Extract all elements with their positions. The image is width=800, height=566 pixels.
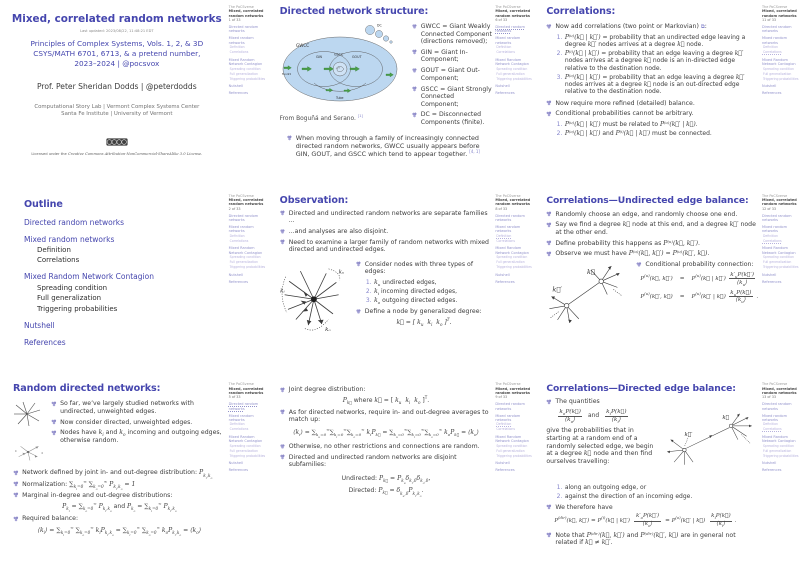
diagram-label: k⃗′ [552,285,563,294]
diagram-label: Tube [335,96,344,100]
sidebar-nav-mixed-random-network-contagion[interactable]: Mixed Random Network Contagion [228,57,263,66]
sidebar-nav-nutshell[interactable]: Nutshell [228,272,244,277]
sidebar-nav-mixed-random-networks[interactable]: Mixed random networks [495,413,521,422]
sidebar-nav-correlations[interactable]: Correlations [229,238,249,243]
sidebar-nav-correlations[interactable]: Correlations [762,50,782,55]
slide-heading: Random directed networks: [13,383,161,395]
sidebar-nav-mixed-random-network-contagion[interactable]: Mixed Random Network Contagion [761,57,796,66]
definition-gout: GOUT = Giant Out-Component; [420,67,480,82]
list-number: 3. [556,73,563,81]
affiliation-line-1: Computational Story Lab | Vermont Complex Systems Center [34,103,200,110]
pocs-flower-icon [546,399,552,405]
pocs-flower-icon [287,135,293,141]
sidebar-page-number: 13 of 33 [761,395,777,400]
bullet-text: Conditional probability connection: [645,261,754,269]
sidebar-nav-mixed-random-networks[interactable]: Mixed random networks [228,413,254,422]
pocs-flower-icon [412,24,418,30]
bullet-text: Now consider directed, unweighted edges. [60,418,193,426]
pocs-flower-icon [280,454,286,460]
sidebar-page-number: 1 of 33 [228,18,241,22]
sidebar-nav-correlations[interactable]: Correlations [496,50,515,55]
pocs-flower-icon [546,532,552,538]
undirected-star-diagram [13,401,43,428]
directed-star-diagram [13,441,45,463]
sidebar-deck-title: Mixed, correlated random networks [495,9,531,18]
sidebar-nav-nutshell[interactable]: Nutshell [495,272,510,277]
bullet-text: Now add correlations (two point or Markovian) ⧉: [555,23,707,30]
pocs-flower-icon [51,419,57,425]
sidebar-brand: The PoCSverse [228,5,254,9]
list-item-text: against the direction of an incoming edge. [564,493,693,501]
pocs-flower-icon [636,262,642,268]
sidebar-nav [762,402,799,473]
pocs-flower-icon [356,261,362,267]
list-number: 1. [556,33,563,41]
sidebar-nav-spreading-condition[interactable]: Spreading condition [762,255,794,260]
pocs-flower-icon [280,210,286,216]
sidebar-nav-triggering-probabilities[interactable]: Triggering probabilities [762,453,799,458]
sidebar-page-number: 2 of 33 [228,206,241,211]
sidebar-nav [229,402,266,473]
pocs-flower-icon [356,309,362,315]
sidebar-nav-full-generalization[interactable]: Full generalization [762,448,792,453]
sidebar-nav-triggering-probabilities[interactable]: Triggering probabilities [762,265,799,270]
bullet-text: Say we find a degree k⃗ node at this end, and a degree k⃗′ node at the other end. [555,221,756,236]
sidebar-nav-correlations[interactable]: Correlations [496,238,515,243]
list-number: 2. [556,493,563,501]
sidebar-page-number: 5 of 33 [228,395,241,400]
bowtie-network-diagram [280,21,404,107]
sidebar-nav-definition[interactable]: Definition [496,233,512,238]
pocs-flower-icon [546,251,552,257]
sidebar-brand: The PoCSverse [495,382,521,387]
sidebar-deck-title: Mixed, correlated random networks [495,197,531,207]
pocs-flower-icon [280,444,286,450]
slide-sidebar [229,194,266,284]
sidebar-deck-title: Mixed, correlated random networks [761,9,797,18]
sidebar-nav-mixed-random-networks[interactable]: Mixed random networks [761,36,787,45]
bullet-text: So far, we’ve largely studied networks with undirected, unweighted edges. [60,400,194,415]
sidebar-nav-spreading-condition[interactable]: Spreading condition [229,255,261,260]
sidebar-page-number: 6 of 33 [495,18,508,22]
sidebar-nav-triggering-probabilities[interactable]: Triggering probabilities [762,76,799,81]
sidebar-nav-directed-random-networks[interactable]: Directed random networks [495,402,525,411]
sidebar-nav-directed-random-networks[interactable]: Directed random networks [761,24,792,34]
bullet-text: Conditional probabilities cannot be arbitrary. [555,110,694,118]
outline-item-mixed-random-network-contagion[interactable]: Mixed Random Network Contagion [24,272,154,282]
sidebar-nav-definition[interactable]: Definition [496,45,512,50]
list-number: 1. [556,121,563,129]
sidebar-nav-definition[interactable]: Definition [229,233,245,238]
sidebar-deck-title: Mixed, correlated random networks [495,386,531,395]
sidebar-nav-directed-random-networks[interactable]: Directed random networks [228,24,259,34]
sidebar-nav-full-generalization[interactable]: Full generalization [496,260,525,265]
bullet-text: Nodes have $k_i$ and $k_o$ incoming and outgoing edges, otherwise random. [60,429,222,444]
outline-item-references[interactable]: References [24,337,66,347]
diagram-label: k⃗′ [684,432,693,439]
slide-sidebar [229,382,266,472]
diagram-label: k⃗ [587,268,596,277]
sidebar-nav-mixed-random-networks[interactable]: Mixed random networks [495,224,521,234]
pocs-flower-icon [546,222,552,228]
sidebar-nav-references[interactable]: References [228,91,249,96]
pocs-flower-icon [51,401,57,407]
pocs-flower-icon [546,211,552,217]
list-item-text: P⁽ᵘ⁾(k⃗ | k⃗′) = probability that an undirected edge leaving a degree k⃗′ nodes arrives at a degree k⃗ node. [564,33,746,49]
list-item-text: $k_i$ incoming directed edges, [374,288,458,297]
figure-caption: From Boguñá and Serano. [1] [279,114,363,122]
course-line-1: Principles of Complex Systems, Vols. 1, 2, & 3D [30,39,204,48]
generalized-degree-formula: k⃗ = [ $k_u$ $k_i$ $k_o$ ]$^T$. [396,317,452,328]
slide-correlations [533,0,800,189]
sidebar-nav-definition[interactable]: Definition [496,422,512,427]
diagram-label: kᵤ [338,269,344,276]
sidebar-nav-triggering-probabilities[interactable]: Triggering probabilities [229,453,266,458]
sidebar-nav-directed-random-networks[interactable]: Directed random networks [495,213,525,222]
pocs-flower-icon [280,409,286,415]
undirected-subfamily-formula: Undirected: $P_{k⃗} = P_{k_u}\delta_{k_i,0}\delta_{k_o,0}$, [341,474,431,485]
closing-note: When moving through a family of increasingly connected directed random networks, GWCC usually appears before GIN, GOUT, and GSCC which tend to appear together. [4, 1] [295,133,480,159]
sidebar-nav-nutshell[interactable]: Nutshell [228,461,244,466]
sidebar-nav-mixed-random-network-contagion[interactable]: Mixed Random Network Contagion [761,246,796,255]
definition-gin: GIN = Giant In-Component; [420,48,468,64]
course-info [8,39,226,69]
sidebar-nav-directed-random-networks[interactable]: Directed random networks [228,402,259,411]
sidebar-brand: The PoCSverse [495,5,521,9]
sidebar-nav-directed-random-networks[interactable]: Directed random networks [495,24,525,34]
pocs-flower-icon [51,430,57,436]
sidebar-nav-references[interactable]: References [761,91,782,96]
sidebar-nav-references[interactable]: References [228,468,249,473]
sidebar-nav-references[interactable]: References [228,279,249,284]
slide-title-page [0,0,267,189]
slide-sidebar [229,5,266,95]
diagram-label: kᵢ [279,288,285,295]
sidebar-brand: The PoCSverse [761,5,788,9]
marginal-distributions-formula: $P_{k_i} = \sum_{k_o=0}^\infty$ $P_{k_i,k_o}$ and $P_{k_o} = \sum_{k_i=0}^\infty$ $P_{k_i,k_o}$ [62,500,177,513]
sidebar-nav-mixed-random-network-contagion[interactable]: Mixed Random Network Contagion [228,434,263,444]
slide-outline [0,189,267,378]
sidebar-nav-spreading-condition[interactable]: Spreading condition [496,255,528,260]
sidebar-nav-triggering-probabilities[interactable]: Triggering probabilities [229,76,266,81]
bullet-text: Now require more refined (detailed) balance. [555,99,695,107]
bullet-text: Directed and undirected random networks are disjoint subfamilies: [288,453,457,469]
sidebar-nav-references[interactable]: References [495,91,515,96]
slide-sidebar [762,5,799,95]
pocs-flower-icon [13,492,19,498]
sidebar-nav-references[interactable]: References [761,468,782,473]
pocs-flower-icon [280,239,286,245]
bullet-text: Otherwise, no other restrictions and connections are random. [288,443,480,450]
license-text: Licensed under the Creative Commons Attribution-NonCommercial-ShareAlike 3.0 License. [31,151,203,156]
sidebar-nav-nutshell[interactable]: Nutshell [495,84,510,89]
sidebar-nav-full-generalization[interactable]: Full generalization [496,448,525,453]
sidebar-nav-mixed-random-networks[interactable]: Mixed random networks [761,413,787,422]
course-line-2: CSYS/MATH 6701, 6713, & a pretend number, [33,48,201,58]
sidebar-brand: The PoCSverse [761,193,788,198]
sidebar-nav-full-generalization[interactable]: Full generalization [229,260,258,265]
definition-gscc: GSCC = Giant Strongly Connected Component; [420,85,492,108]
required-balance-formula: $⟨k_i⟩ = \sum_{k_i=0}^\infty$ $\sum_{k_o=0}^\infty$ $k_iP_{k_i,k_o} = \sum_{k_i=0}^\infty$ $\sum_{k_o=0}^\infty$ $k_oP_{k_i,k_o}$ = $⟨k_o⟩$ [37,524,202,537]
sidebar-nav-correlations[interactable]: Correlations [496,427,515,432]
sidebar-nav-references[interactable]: References [495,279,515,284]
bullet-text: Marginal in-degree and out-degree distributions: [22,491,173,499]
sidebar-deck-title: Mixed, correlated random networks [228,386,264,395]
list-item-text: along an outgoing edge, or [564,484,647,492]
directed-subfamily-formula: Directed: $P_{k⃗} = \delta_{k_u,0}P_{k_i,k_o}$. [348,487,424,498]
sidebar-nav-mixed-random-networks[interactable]: Mixed random networks [495,36,521,45]
outline-item-definition[interactable]: Definition [37,246,71,255]
citation-link[interactable]: [1] [357,114,363,118]
diagram-label: GOUT [351,55,362,59]
directed-balance-equation: $P^{(dir)}(k⃗$, k⃗′) = $P^{(i)}(k⃗$ | k⃗′) $\frac{k'_oP(k⃗')}{⟨k_o⟩}$ = $P^{(o)}(k⃗'$ | k⃗) $\frac{k_iP(k⃗)}{⟨k_i⟩}$ . [554,513,737,529]
sidebar-brand: The PoCSverse [761,382,788,387]
slide-sidebar [495,194,532,284]
sidebar-nav-full-generalization[interactable]: Full generalization [229,448,258,453]
bullet-text: Joint degree distribution: [288,386,366,394]
undirected-balance-equation-2: $P^{(u)}(k⃗'$, k⃗) = $P^{(u)}(k⃗'$ | k⃗) $\frac{k_uP(k⃗)}{⟨k_u⟩}$ . [640,289,759,305]
bullet-text: Directed and undirected random networks are separate families ... [288,209,488,225]
sidebar-nav-definition[interactable]: Definition [229,45,245,50]
bullet-text: Randomly choose an edge, and randomly choose one end. [555,210,738,218]
sidebar-nav-references[interactable]: References [495,468,515,473]
citation-link[interactable]: [4, 1] [469,149,480,155]
pocs-flower-icon [412,112,418,118]
sidebar-nav [229,214,266,285]
list-item-text: P⁽ᵒ⁾(k⃗ | k⃗′) = probability that an edge leaving a degree k⃗′ nodes arrives at a degree k⃗ node is an out-directed edge relative to the destination node. [564,73,745,96]
list-item-text: P⁽ⁱ⁾(k⃗ | k⃗′) = probability that an edge leaving a degree k⃗′ nodes arrives at a degree k⃗ node is an in-directed edge relative to the destination node. [564,50,744,72]
diagram-label: k⃗ [722,415,730,422]
list-item-text: $k_o$ outgoing directed edges. [374,296,458,306]
pocs-flower-icon [13,481,19,487]
sidebar-nav-directed-random-networks[interactable]: Directed random networks [761,402,792,411]
slide-random-directed-networks [0,377,267,566]
sidebar-nav-mixed-random-networks[interactable]: Mixed random networks [761,224,787,234]
slide-sidebar [762,194,799,284]
pocs-flower-icon [546,24,552,30]
slide-heading: Correlations—Directed edge balance: [546,383,736,395]
sidebar-nav-correlations[interactable]: Correlations [762,427,782,432]
pocs-flower-icon [546,100,552,106]
slide-undirected-edge-balance [533,189,800,378]
bullet-text: Consider nodes with three types of edges: [364,260,474,276]
list-item-text: $k_u$ undirected edges, [374,279,437,288]
degree-average-balance-formula: $⟨k_i⟩ = \sum_{k_u=0}^\infty\sum_{k_i=0}^\infty\sum_{k_o=0}^\infty$ $k_iP_{k⃗} = \sum_{k_u=0}^\infty\sum_{k_i=0}^\infty\sum_{k_o=0}^\infty$ $k_oP_{k⃗}$ = $⟨k_o⟩$ [293,427,479,439]
bullet-text: Observe we must have P⁽ᵘ⁾(k⃗, k⃗′) = P⁽ᵘ⁾(k⃗′, k⃗). [555,250,710,258]
sidebar-nav-correlations[interactable]: Correlations [762,238,782,243]
sidebar-deck-title: Mixed, correlated random networks [228,197,264,207]
sidebar-nav-triggering-probabilities[interactable]: Triggering probabilities [496,76,532,81]
slide-heading: Correlations: [546,6,616,17]
outline-item-nutshell[interactable]: Nutshell [24,320,55,330]
slide-heading: Outline [24,198,63,210]
outline-item-correlations[interactable]: Correlations [37,256,80,265]
slide-sidebar [495,382,532,472]
outline-item-triggering-probabilities[interactable]: Triggering probabilities [37,304,118,313]
list-number: 2. [556,50,563,58]
list-number: 2. [556,129,563,137]
sidebar-nav-nutshell[interactable]: Nutshell [761,272,777,277]
list-item-text: P⁽ᵒ⁾(k⃗ | k⃗′) and P⁽ⁱ⁾(k⃗ | k⃗′) must be connected. [564,129,712,137]
sidebar-nav-correlations[interactable]: Correlations [229,427,249,432]
bullet-text: Network defined by joint in- and out-degree distribution: $P_{k_i,k_o}$ [22,469,213,480]
sidebar-nav-full-generalization[interactable]: Full generalization [762,260,792,265]
sidebar-nav-nutshell[interactable]: Nutshell [761,84,777,89]
sidebar-nav-spreading-condition[interactable]: Spreading condition [762,443,794,448]
sidebar-nav-mixed-random-networks[interactable]: Mixed random networks [228,224,254,234]
sidebar-nav-spreading-condition[interactable]: Spreading condition [229,66,261,71]
sidebar-nav-triggering-probabilities[interactable]: Triggering probabilities [496,265,532,270]
slide-heading: Observation: [279,194,349,206]
sidebar-nav-definition[interactable]: Definition [762,422,778,427]
joint-degree-formula: $P_{k⃗}$ where k⃗ = [ $k_u$ $k_i$ $k_o$ ]$^T$. [342,395,430,406]
slide-observation [267,189,534,378]
slide-directed-network-structure [267,0,534,189]
sidebar-nav-directed-random-networks[interactable]: Directed random networks [228,213,259,222]
sidebar-deck-title: Mixed, correlated random networks [761,386,797,395]
definition-dc: DC = Disconnected Components (finite). [420,111,485,126]
list-number: 2. [365,288,372,296]
sidebar-brand: The PoCSverse [228,193,254,198]
sidebar-nav-spreading-condition[interactable]: Spreading condition [496,66,528,71]
pocs-flower-icon [280,229,286,235]
diagram-label: GWCC [295,43,309,48]
bullet-text: As for directed networks, require in- and out-degree averages to match up: [288,408,489,424]
sidebar-nav-definition[interactable]: Definition [229,422,245,427]
sidebar-nav [229,25,266,96]
deck-title: Mixed, correlated random networks [11,13,222,25]
sidebar-brand: The PoCSverse [228,382,254,387]
pocs-flower-icon [13,470,19,476]
sidebar-nav-references[interactable]: References [761,279,782,284]
pocs-flower-icon [412,86,418,92]
bullet-text: Note that P⁽ᵈⁱʳ⁾(k⃗, k⃗′) and P⁽ᵈⁱʳ⁾(k⃗′, k⃗) are in general not related if k⃗ ≠ k⃗′. [555,531,736,547]
outline-item-mixed-random-networks[interactable]: Mixed random networks [24,234,115,244]
sidebar-deck-title: Mixed, correlated random networks [761,197,797,207]
diagram-label: kₒ [324,326,331,333]
slide-heading: Correlations—Undirected edge balance: [546,194,749,206]
bullet-text: Define a node by generalized degree: [364,308,482,316]
pocs-flower-icon [546,504,552,510]
diagram-label: Tendril [281,72,291,76]
list-number: 1. [556,484,563,492]
cc-license-badge[interactable] [106,138,128,146]
generalized-degree-node-diagram [280,261,350,333]
pocs-flower-icon [13,516,19,522]
affiliations [8,104,226,119]
bullet-text: Required balance: [22,515,79,523]
sidebar-page-number: 8 of 33 [495,206,508,211]
definition-gwcc: GWCC = Giant Weakly Connected Component (directions removed); [420,23,492,46]
sidebar-nav-spreading-condition[interactable]: Spreading condition [496,443,528,448]
probability-paragraph: give the probabilities that in starting at a random end of a randomly selected edge, we begin at a degree k⃗ node and then find ourselves travelling: [546,427,654,466]
sidebar-nav-nutshell[interactable]: Nutshell [761,461,777,466]
sidebar-page-number: 11 of 33 [761,18,777,22]
pocs-flower-icon [412,68,418,74]
bullet-text: ...and analyses are also disjoint. [288,227,389,235]
sidebar-nav-spreading-condition[interactable]: Spreading condition [229,443,261,448]
sidebar-nav-mixed-random-network-contagion[interactable]: Mixed Random Network Contagion [228,246,263,255]
sidebar-nav-triggering-probabilities[interactable]: Triggering probabilities [496,453,532,458]
sidebar-nav-mixed-random-networks[interactable]: Mixed random networks [228,36,254,45]
pocs-flower-icon [280,387,286,393]
slide-sidebar [495,5,532,95]
last-updated: Last updated: 2023/08/22, 11:48:21 EDT [80,29,154,33]
sidebar-nav-full-generalization[interactable]: Full generalization [229,71,258,76]
edge-quantities-formula: $\frac{k_oP(k⃗)}{⟨k_o⟩}$ and $\frac{k_iP(k⃗)}{⟨k_i⟩}$ [559,409,627,425]
bullet-text: Normalization: $\sum_{k_i=0}^\infty$ $\sum_{k_o=0}^\infty$ $P_{k_i,k_o} = 1$ [22,478,136,491]
undirected-balance-equation-1: $P^{(u)}(k⃗$, k⃗′) = $P^{(u)}(k⃗$ | k⃗′) $\frac{k'_uP(k⃗')}{⟨k_u⟩}$ [640,271,754,287]
sidebar-nav-mixed-random-network-contagion[interactable]: Mixed Random Network Contagion [495,246,529,255]
outline-item-full-generalization[interactable]: Full generalization [37,294,102,303]
sidebar-nav-full-generalization[interactable]: Full generalization [496,71,525,76]
outline-item-directed-random-networks[interactable]: Directed random networks [24,217,125,227]
course-line-3[interactable]: 2023–2024 | @pocsvox [74,58,160,68]
slide-heading: Directed network structure: [279,6,429,17]
pocs-flower-icon [546,240,552,246]
affiliation-line-2: Santa Fe Institute | University of Vermont [61,111,173,118]
sidebar-brand: The PoCSverse [495,193,521,198]
author: Prof. Peter Sheridan Dodds | @peterdodds [36,81,197,91]
bullet-text: Need to examine a larger family of random networks with mixed directed and undirected edges. [288,238,489,254]
sidebar-nav-mixed-random-network-contagion[interactable]: Mixed Random Network Contagion [761,434,796,444]
diagram-label: GSCC [333,52,343,57]
sidebar-nav-mixed-random-network-contagion[interactable]: Mixed Random Network Contagion [495,434,529,444]
sidebar-nav [495,25,532,96]
sidebar-nav-nutshell[interactable]: Nutshell [495,461,510,466]
sidebar-nav [762,214,799,285]
diagram-label: GIN [315,55,322,59]
bullet-text: We therefore have [555,503,613,511]
sidebar-nav-mixed-random-network-contagion[interactable]: Mixed Random Network Contagion [495,57,529,66]
sidebar-deck-title: Mixed, correlated random networks [228,9,264,18]
sidebar-page-number: 12 of 33 [761,206,777,211]
list-number: 1. [365,279,372,287]
sidebar-nav-definition[interactable]: Definition [762,45,778,50]
sidebar-nav [762,25,799,96]
sidebar-nav-directed-random-networks[interactable]: Directed random networks [761,213,792,222]
slide-sidebar [762,382,799,472]
undirected-edge-diagram [546,261,632,327]
pocs-flower-icon [546,111,552,117]
sidebar-nav [495,402,532,473]
sidebar-nav-triggering-probabilities[interactable]: Triggering probabilities [229,265,266,270]
sidebar-nav-definition[interactable]: Definition [762,233,778,238]
directed-edge-diagram [662,406,759,482]
diagram-label: DC [376,23,382,28]
sidebar-nav-nutshell[interactable]: Nutshell [228,84,244,89]
sidebar-nav [495,214,532,285]
list-number: 3. [365,296,372,304]
list-item-text: P⁽ᵘ⁾(k⃗ | k⃗′) must be related to P⁽ᵘ⁾(k⃗′ | k⃗). [564,121,698,129]
sidebar-page-number: 9 of 33 [495,395,508,400]
external-link-icon[interactable]: ⧉ [700,24,705,30]
sidebar-nav-correlations[interactable]: Correlations [229,50,249,55]
pocs-flower-icon [412,49,418,55]
sidebar-nav-full-generalization[interactable]: Full generalization [762,71,792,76]
bullet-text: Define probability this happens as P⁽ᵘ⁾(k⃗, k⃗′). [555,239,701,247]
outline-item-spreading-condition[interactable]: Spreading condition [37,283,108,292]
slide-joint-degree-distribution [267,377,534,566]
bullet-text: The quantities [555,398,600,406]
sidebar-nav-spreading-condition[interactable]: Spreading condition [762,66,794,71]
slide-directed-edge-balance [533,377,800,566]
